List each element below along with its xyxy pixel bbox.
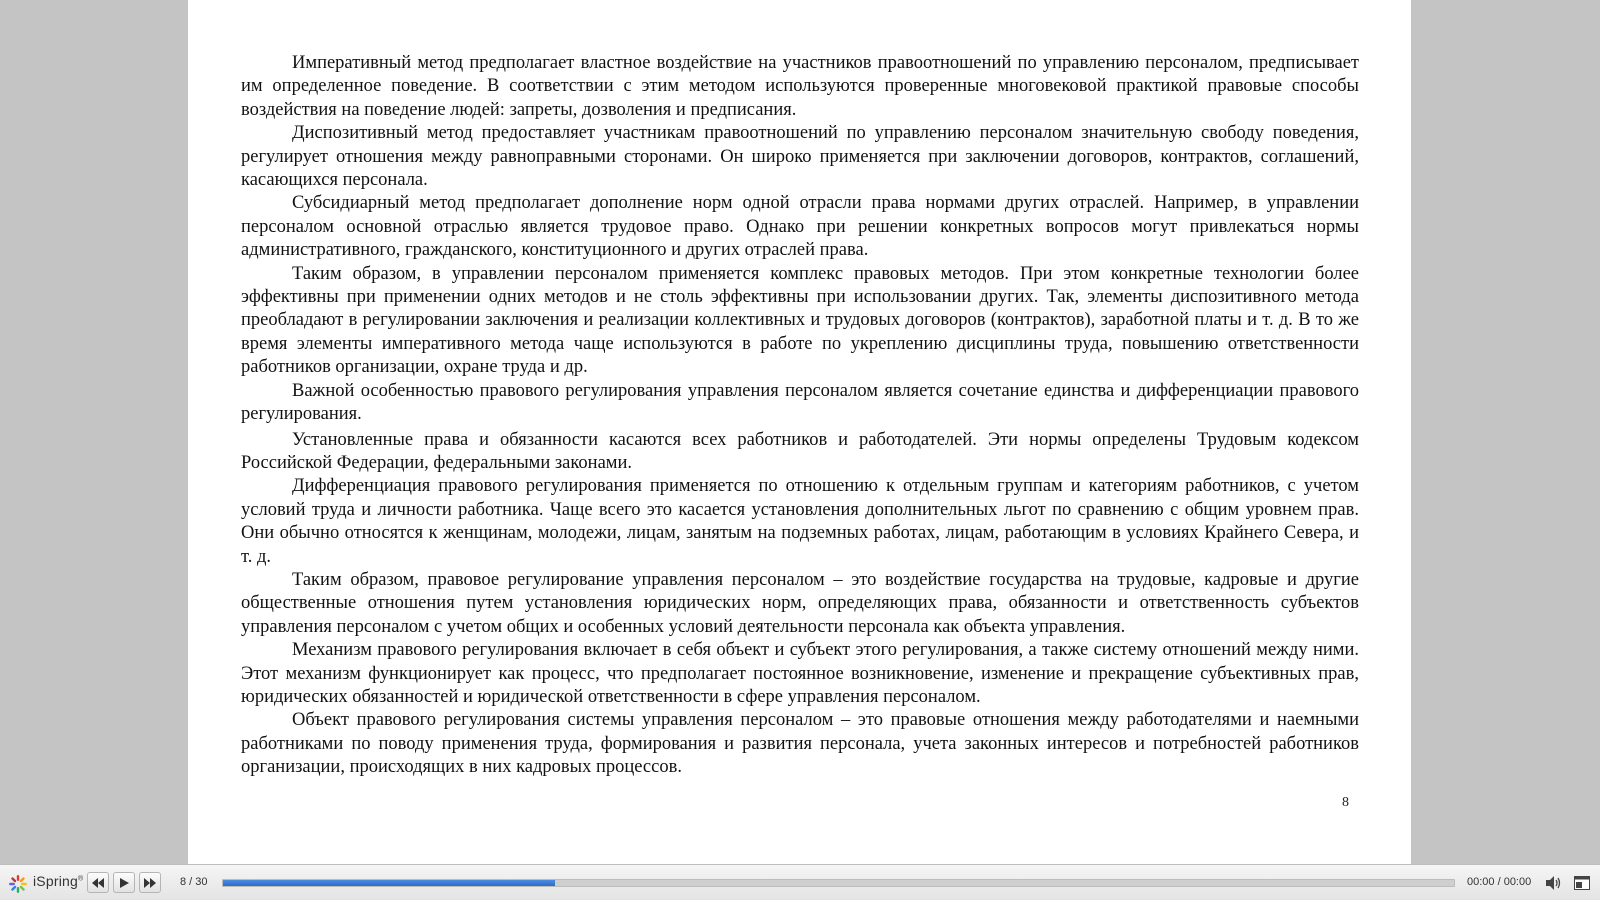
volume-icon	[1546, 876, 1562, 890]
next-slide-button[interactable]	[139, 872, 161, 893]
brand-name: iSpring®	[33, 873, 84, 889]
layout-toggle-icon	[1574, 876, 1590, 890]
player-bar	[0, 864, 1600, 900]
paragraph: Механизм правового регулирования включает в себя объект и субъект этого регулирования, а также систему отношений между ними. Этот механизм функционирует как процесс, что предполагает постоянное возникновение, изменение и прекращение субъективных прав, юридических обязанностей и юридической ответственности в сфере управления персоналом.	[241, 640, 1359, 707]
paragraph: Таким образом, правовое регулирование управления персоналом – это воздействие государства на трудовые, кадровые и другие общественные отношения путем установления юридических норм, определяющих права, обязанности и ответственность субъектов управления персоналом с учетом общих и особенных условий деятельности персонала как объекта управления.	[241, 569, 1359, 637]
paragraph: Субсидиарный метод предполагает дополнение норм одной отрасли права нормами других отраслей. Например, в управлении персоналом основной отраслью является трудовое право. Однако при решении конкретных вопросов могут привлекаться нормы административного, гражданского, конституционного и других отраслей права.	[241, 193, 1359, 261]
volume-button[interactable]	[1543, 872, 1565, 893]
progress-fill	[223, 880, 555, 886]
play-button[interactable]	[113, 872, 135, 893]
ispring-logo-icon	[8, 874, 28, 894]
paragraph: Важной особенностью правового регулирования управления персоналом является сочетание единства и дифференциации правового регулирования.	[241, 380, 1359, 425]
slide-counter: 8 / 30	[180, 876, 208, 888]
play-icon	[120, 878, 129, 888]
paragraph: Диспозитивный метод предоставляет участникам правоотношений по управлению персоналом значительную свободу поведения, регулирует отношения между равноправными сторонами. Он широко применяется при заключении договоров, контрактов, соглашений, касающихся персонала.	[241, 123, 1359, 191]
document-text	[241, 52, 1359, 780]
paragraph: Таким образом, в управлении персоналом применяется комплекс правовых методов. При этом конкретные технологии более эффективны при применении одних методов и не столь эффективны при использовании других. Так, элементы диспозитивного метода преобладают в регулировании заключения и реализации коллективных и трудовых договоров (контрактов), заработной платы и т. д. В то же время элементы императивного метода чаще используются в работе по укреплению дисциплины труда, повышению ответственности работников организации, охране труда и др.	[241, 263, 1359, 378]
paragraph: Дифференциация правового регулирования применяется по отношению к отдельным группам и категориям работников, с учетом условий труда и личности работника. Чаще всего это касается установления дополнительных льгот по сравнению с общим уровнем прав. Они обычно относятся к женщинам, молодежи, лицам, занятым на подземных работах, лицам, работающим в условиях Крайнего Севера, и т. д.	[241, 476, 1359, 567]
rewind-icon	[92, 878, 104, 888]
paragraph: Императивный метод предполагает властное воздействие на участников правоотношений по управлению персоналом, предписывает им определенное поведение. В соответствии с этим методом используются проверенные многовековой практикой правовые способы воздействия на поведение людей: запреты, дозволения и предписания.	[241, 53, 1359, 120]
page-number: 8	[1342, 795, 1349, 810]
paragraph: Объект правового регулирования системы управления персоналом – это правовые отношения между работодателями и наемными работниками по поводу применения труда, формирования и развития персонала, учета законных интересов и потребностей работников организации, происходящих в них кадровых процессов.	[241, 710, 1359, 778]
time-display: 00:00 / 00:00	[1467, 876, 1532, 888]
progress-bar[interactable]	[222, 879, 1455, 887]
previous-slide-button[interactable]	[87, 872, 109, 893]
layout-toggle-button[interactable]	[1571, 872, 1593, 893]
fast-forward-icon	[144, 878, 156, 888]
slide-page	[188, 0, 1411, 864]
paragraph: Установленные права и обязанности касаются всех работников и работодателей. Эти нормы определены Трудовым кодексом Российской Федерации, федеральными законами.	[241, 429, 1359, 473]
